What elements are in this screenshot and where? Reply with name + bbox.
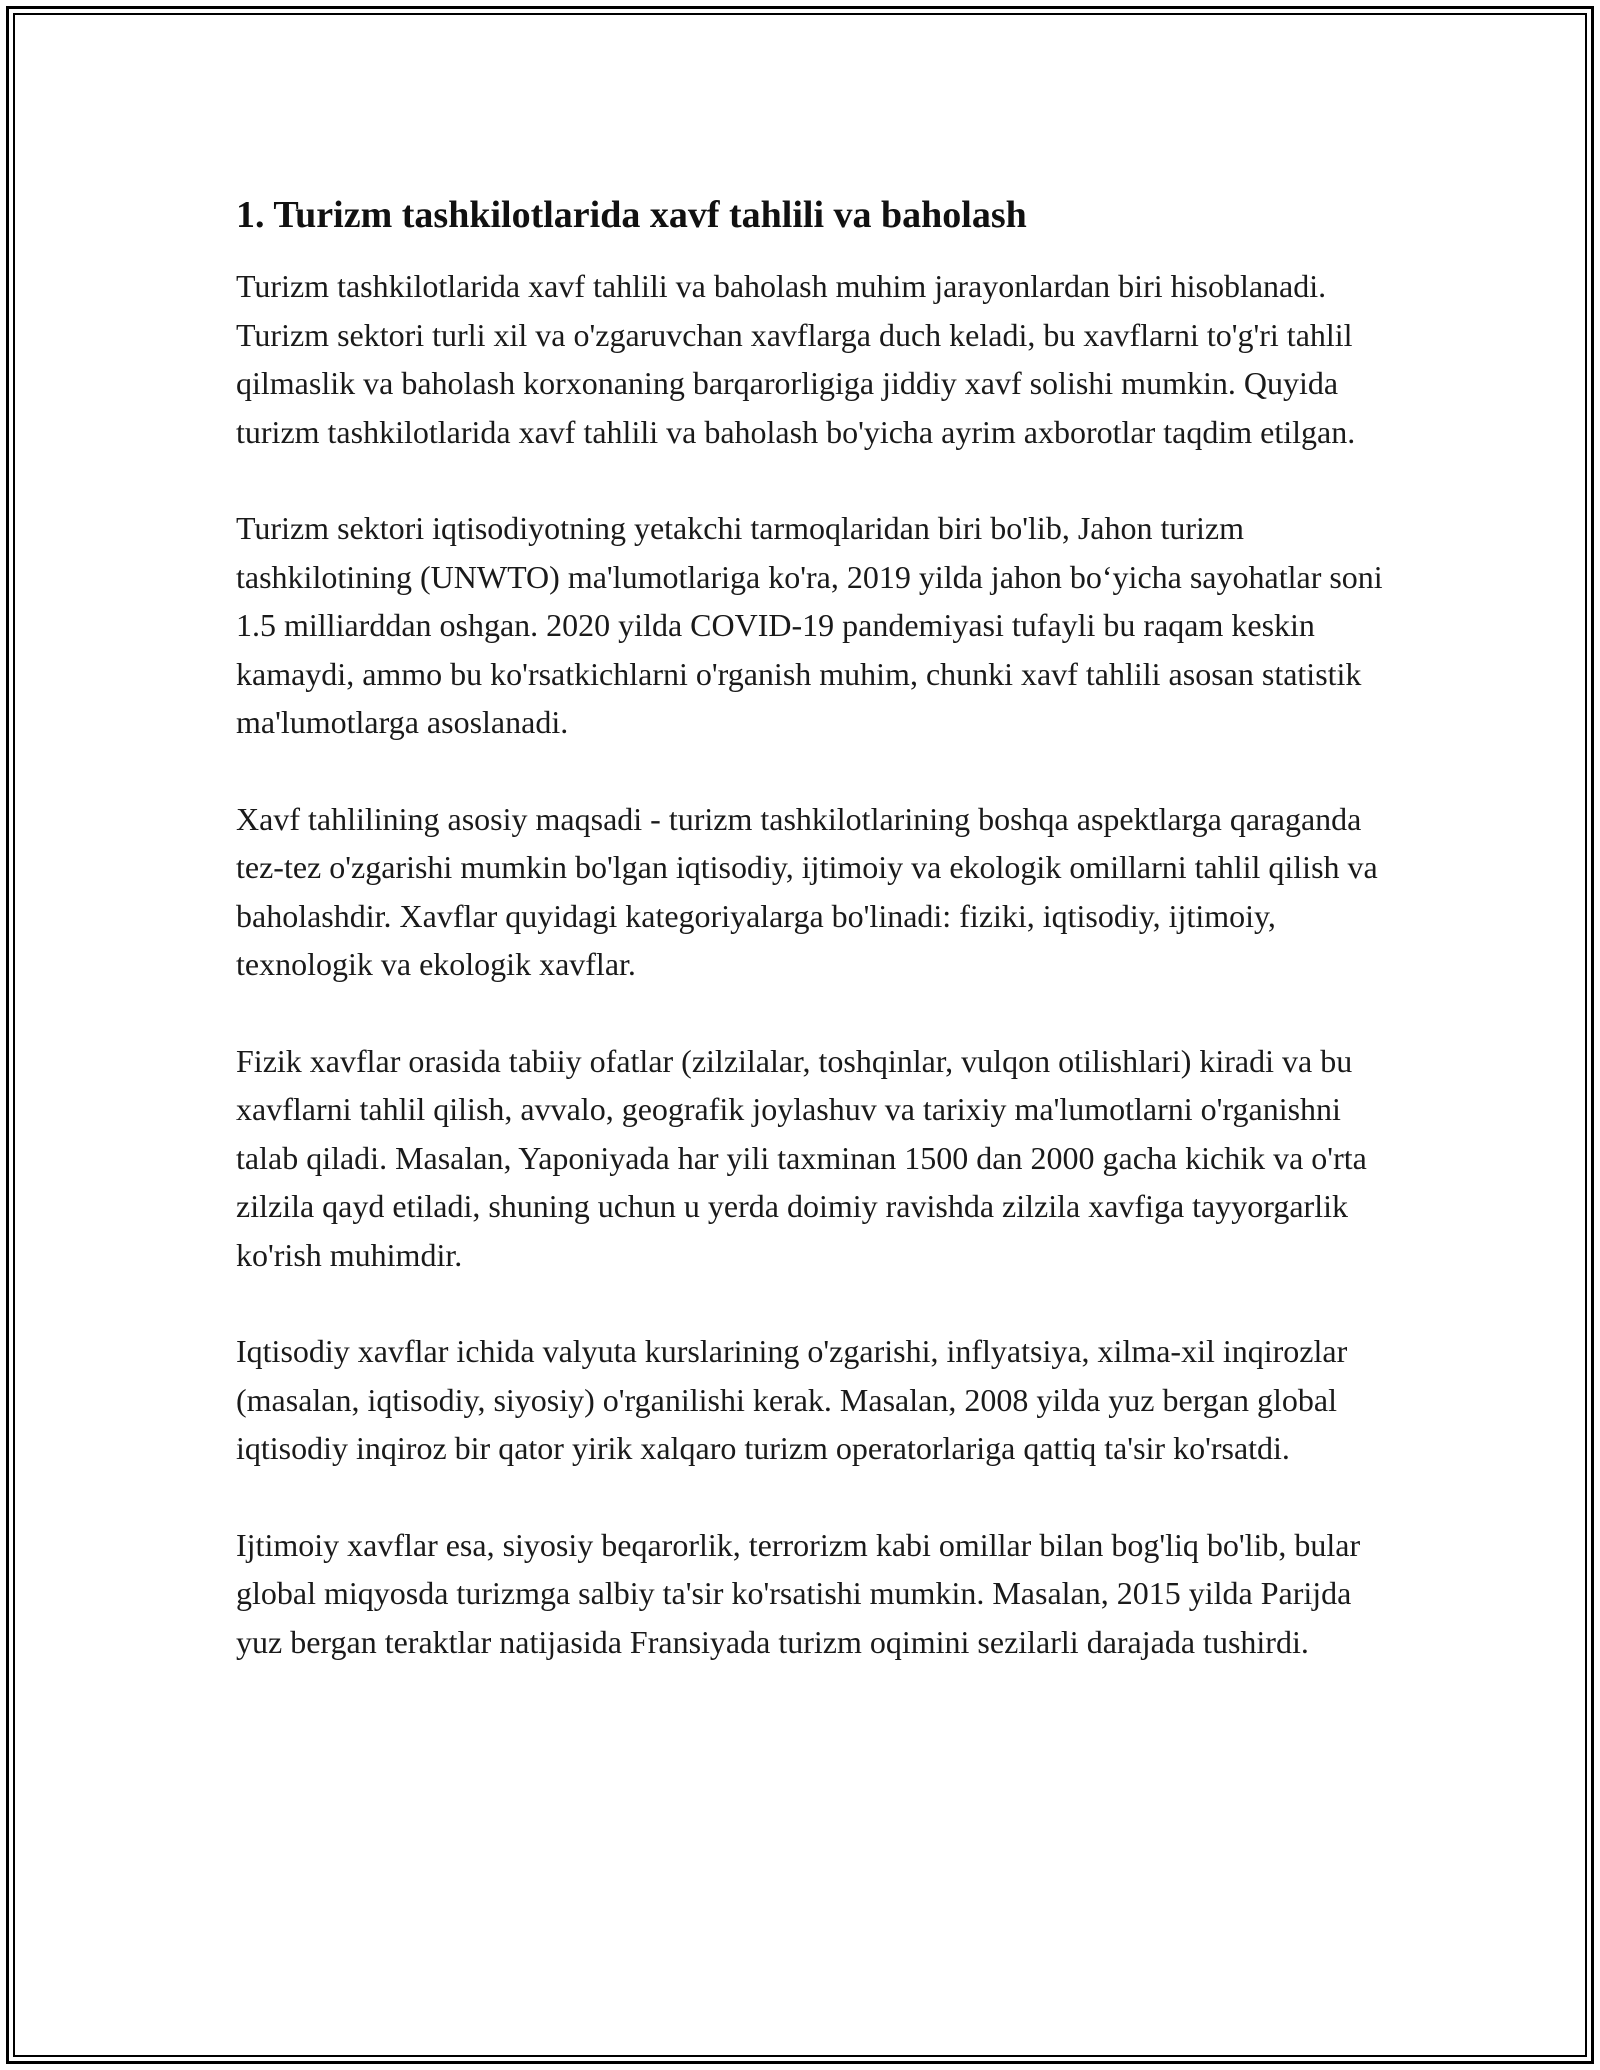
document-body: [236, 190, 1386, 1714]
paragraph-social-risks: Ijtimoiy xavflar esa, siyosiy beqarorlik, terrorizm kabi omillar bilan bog'liq bo'lib, bular global miqyosda turizmga salbiy ta'sir ko'rsatishi mumkin. Masalan, 2015 yilda Parijda yuz bergan teraktlar natijasida Fransiyada turizm oqimini sezilarli darajada tushirdi.: [236, 1526, 1361, 1660]
paragraph-statistics: Turizm sektori iqtisodiyotning yetakchi tarmoqlaridan biri bo'lib, Jahon turizm tashkilotining (UNWTO) ma'lumotlariga ko'ra, 2019 yilda jahon bo‘yicha sayohatlar soni 1.5 milliarddan oshgan. 2020 yilda COVID-19 pandemiyasi tufayli bu raqam keskin kamaydi, ammo bu ko'rsatkichlarni o'rganish muhim, chunki xavf tahlili asosan statistik ma'lumotlarga asoslanadi.: [236, 510, 1383, 740]
paragraph-risk-goals: Xavf tahlilining asosiy maqsadi - turizm tashkilotlarining boshqa aspektlarga qaraganda tez-tez o'zgarishi mumkin bo'lgan iqtisodiy, ijtimoiy va ekologik omillarni tahlil qilish va baholashdir. Xavflar quyidagi kategoriyalarga bo'linadi: fiziki, iqtisodiy, ijtimoiy, texnologik va ekologik xavflar.: [236, 800, 1378, 982]
paragraph-economic-risks: Iqtisodiy xavflar ichida valyuta kurslarining o'zgarishi, inflyatsiya, xilma-xil inqirozlar (masalan, iqtisodiy, siyosiy) o'rganilishi kerak. Masalan, 2008 yilda yuz bergan global iqtisodiy inqiroz bir qator yirik xalqaro turizm operatorlariga qattiq ta'sir ko'rsatdi.: [236, 1333, 1348, 1466]
paragraph-physical-risks: Fizik xavflar orasida tabiiy ofatlar (zilzilalar, toshqinlar, vulqon otilishlari) kiradi va bu xavflarni tahlil qilish, avvalo, geografik joylashuv va tarixiy ma'lumotlarni o'rganishni talab qiladi. Masalan, Yaponiyada har yili taxminan 1500 dan 2000 gacha kichik va o'rta zilzila qayd etiladi, shuning uchun u yerda doimiy ravishda zilzila xavfiga tayyorgarlik ko'rish muhimdir.: [236, 1042, 1367, 1273]
paragraph-intro: Turizm tashkilotlarida xavf tahlili va baholash muhim jarayonlardan biri hisoblanadi. Turizm sektori turli xil va o'zgaruvchan xavflarga duch keladi, bu xavflarni to'g'ri tahlil qilmaslik va baholash korxonaning barqarorligiga jiddiy xavf solishi mumkin. Quyida turizm tashkilotlarida xavf tahlili va baholash bo'yicha ayrim axborotlar taqdim etilgan.: [236, 268, 1356, 450]
section-heading: 1. Turizm tashkilotlarida xavf tahlili va baholash: [236, 194, 1027, 236]
